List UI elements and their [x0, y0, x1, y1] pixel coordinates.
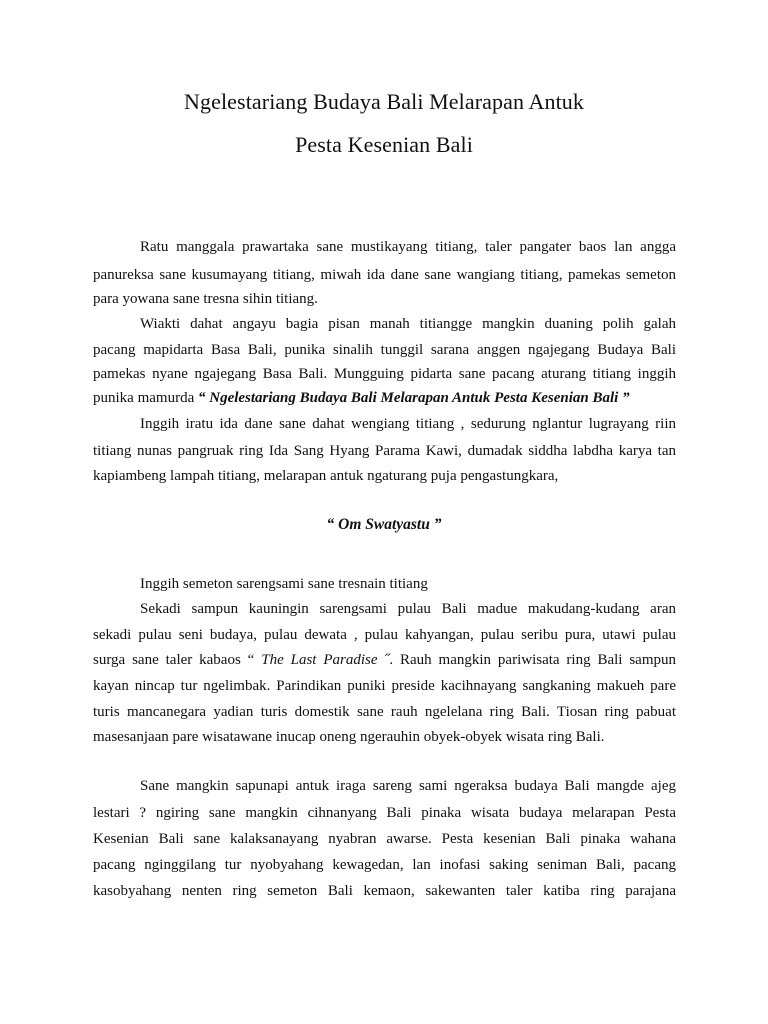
document-title-line-2: Pesta Kesenian Bali — [295, 132, 473, 157]
paragraph-6-line-3: Kesenian Bali sane kalaksanayang nyabran awarse. Pesta kesenian Bali pinaka wahana — [93, 831, 676, 847]
paragraph-5-line-3 — [93, 650, 676, 670]
paragraph-5-line-6: masesanjaan pare wisatawane inucap oneng ngerauhin obyek-obyek wisata ring Bali. — [93, 729, 605, 745]
paragraph-2-line-4 — [93, 388, 676, 408]
paragraph-4-line-1: Inggih semeton sarengsami sane tresnain titiang — [140, 576, 428, 592]
paragraph-5-line-3-prefix: surga sane taler kabaos “ — [93, 652, 255, 668]
the-last-paradise-quote: The Last Paradise ˝ — [261, 652, 390, 668]
paragraph-1-line-2: panureksa sane kusumayang titiang, miwah ida dane sane wangiang titiang, pamekas semeton — [93, 267, 676, 283]
document-title-line-1: Ngelestariang Budaya Bali Melarapan Antuk — [184, 89, 584, 114]
paragraph-6-line-2: lestari ? ngiring sane mangkin cihnanyang Bali pinaka wisata budaya melarapan Pesta — [93, 805, 676, 821]
paragraph-6-line-5: kasobyahang nenten ring semeton Bali kemaon, sakewanten taler katiba ring parajana — [93, 883, 676, 899]
paragraph-1-line-3: para yowana sane tresna sihin titiang. — [93, 291, 318, 307]
paragraph-2-line-4-prefix: punika mamurda — [93, 390, 195, 406]
greeting-om-swastyastu: “ Om Swatyastu ” — [326, 516, 442, 533]
paragraph-5-line-1: Sekadi sampun kauningin sarengsami pulau Bali madue makudang-kudang aran — [140, 601, 676, 617]
paragraph-5-line-3-suffix: . Rauh mangkin pariwisata ring Bali sampun — [389, 652, 677, 668]
paragraph-3-line-2: titiang nunas pangruak ring Ida Sang Hyang Parama Kawi, dumadak siddha labdha karya tan — [93, 443, 676, 459]
paragraph-5-line-4: kayan nincap tur ngelimbak. Parindikan puniki preside kacihnayang sangkaning makueh pare — [93, 678, 676, 694]
paragraph-3-line-1: Inggih iratu ida dane sane dahat wengiang titiang , sedurung nglantur lugrayang riin — [140, 416, 676, 432]
paragraph-2-line-2: pacang mapidarta Basa Bali, punika sinalih tunggil sarana anggen ngajegang Budaya Bali — [93, 342, 676, 358]
paragraph-5-line-2: sekadi pulau seni budaya, pulau dewata , pulau kahyangan, pulau seribu pura, utawi pulau — [93, 627, 676, 643]
paragraph-6-line-1: Sane mangkin sapunapi antuk iraga sareng sami ngeraksa budaya Bali mangde ajeg — [140, 778, 676, 794]
paragraph-2-line-3: pamekas nyane ngajegang Basa Bali. Mungguing pidarta sane pacang aturang titiang inggih — [93, 366, 676, 382]
paragraph-6-line-4: pacang nginggilang tur nyobyahang kewagedan, lan inofasi saking seniman Bali, pacang — [93, 857, 676, 873]
paragraph-3-line-3: kapiambeng lampah titiang, melarapan antuk ngaturang puja pengastungkara, — [93, 468, 559, 484]
paragraph-1-line-1: Ratu manggala prawartaka sane mustikayang titiang, taler pangater baos lan angga — [140, 239, 676, 255]
paragraph-2-line-1: Wiakti dahat angayu bagia pisan manah titiangge mangkin duaning polih galah — [140, 316, 676, 332]
speech-title-quote: “ Ngelestariang Budaya Bali Melarapan Antuk Pesta Kesenian Bali ” — [197, 390, 630, 406]
paragraph-5-line-5: turis mancanegara yadian turis domestik sane rauh ngelelana ring Bali. Tiosan ring pabuat — [93, 704, 676, 720]
